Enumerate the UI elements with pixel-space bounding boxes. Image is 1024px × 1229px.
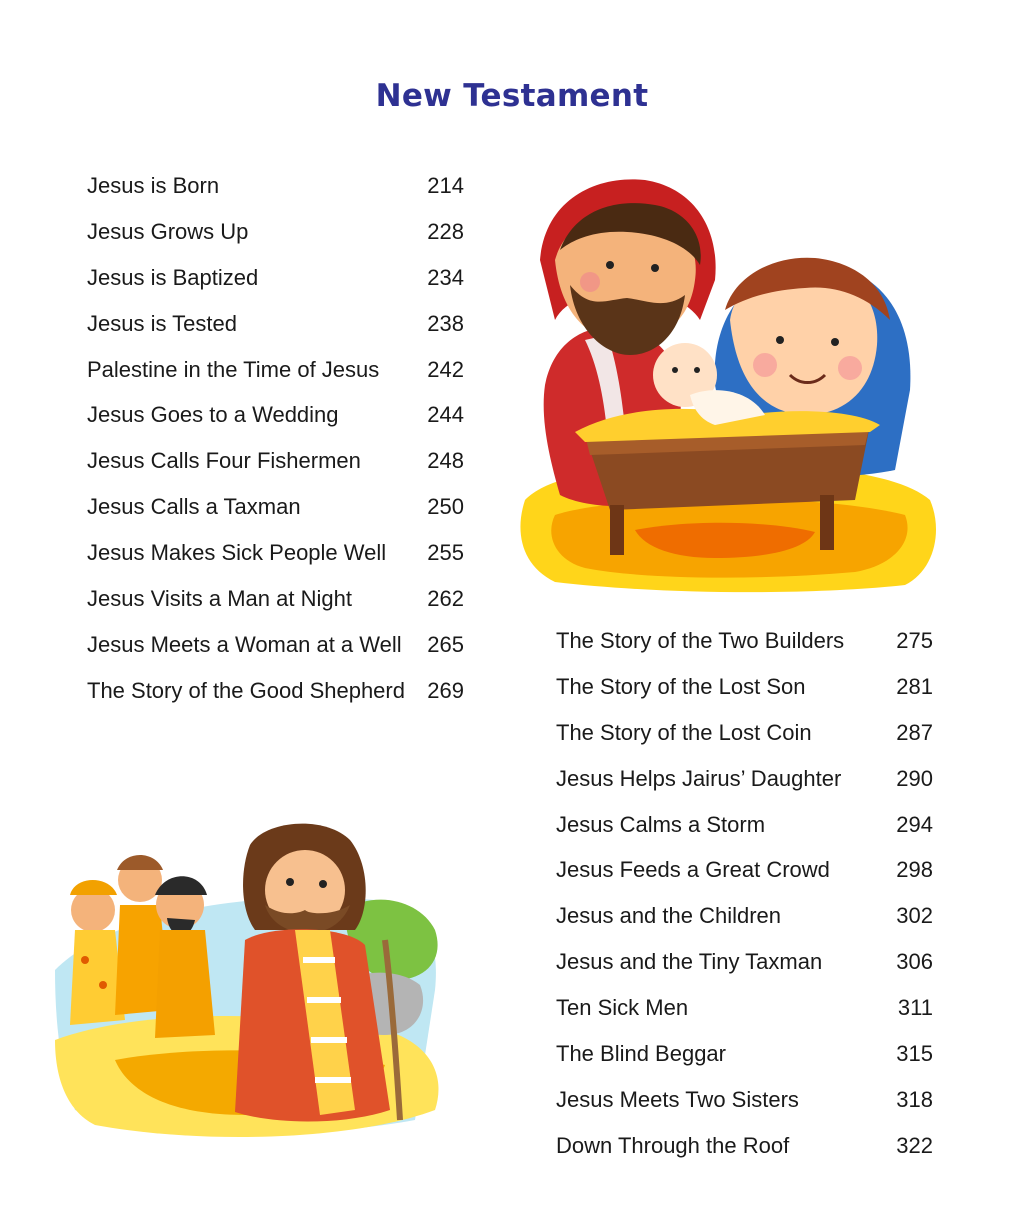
toc-entry-page-number: 262	[427, 586, 464, 612]
toc-entry-page-number: 281	[896, 673, 933, 699]
toc-entry-page-number: 287	[896, 719, 933, 745]
page-title: New Testament	[375, 78, 649, 114]
toc-entry	[87, 401, 464, 447]
toc-entry-title: Jesus Meets a Woman at a Well	[87, 631, 402, 657]
toc-entry-page-number: 244	[427, 402, 464, 428]
toc-entry-title: Jesus is Baptized	[87, 264, 259, 290]
toc-entry-title: The Story of the Two Builders	[556, 628, 845, 653]
toc-entry-page-number: 290	[896, 765, 933, 791]
toc-entry-page-number: 248	[427, 448, 464, 474]
toc-entry	[87, 172, 464, 218]
toc-entry-title: Jesus Helps Jairus’ Daughter	[556, 765, 842, 791]
toc-entry	[87, 677, 464, 723]
toc-entry-page-number: 298	[896, 857, 933, 883]
toc-entry	[556, 1086, 933, 1132]
toc-entry-title: Jesus and the Tiny Taxman	[556, 949, 823, 975]
toc-entry-page-number: 322	[896, 1132, 933, 1158]
toc-entry-page-number: 234	[427, 264, 464, 290]
toc-entry-page-number: 306	[896, 949, 933, 975]
toc-entry-page-number: 238	[427, 310, 464, 336]
toc-entry-title: Jesus Calls Four Fishermen	[87, 448, 361, 474]
toc-entry-title: The Blind Beggar	[556, 1041, 726, 1067]
toc-entry-page-number: 214	[427, 173, 464, 198]
toc-entry-title: The Story of the Lost Son	[556, 673, 806, 699]
toc-entry-title: Palestine in the Time of Jesus	[87, 356, 380, 382]
toc-list-right	[556, 627, 933, 1178]
toc-entry	[87, 310, 464, 356]
toc-entry	[556, 994, 933, 1040]
toc-entry-title: Jesus Goes to a Wedding	[87, 402, 339, 428]
toc-entry	[87, 493, 464, 539]
toc-entry	[556, 948, 933, 994]
toc-entry-page-number: 265	[427, 631, 464, 657]
toc-entry-page-number: 242	[427, 356, 464, 382]
toc-entry-page-number: 311	[897, 995, 933, 1021]
toc-entry	[556, 719, 933, 765]
toc-entry	[87, 218, 464, 264]
toc-entry-title: The Story of the Lost Coin	[556, 719, 812, 745]
toc-entry-page-number: 255	[427, 540, 464, 566]
toc-entry	[87, 631, 464, 677]
toc-entry-page-number: 275	[896, 628, 933, 653]
toc-entry-title: Down Through the Roof	[556, 1132, 790, 1158]
toc-entry	[556, 1040, 933, 1086]
toc-entry	[556, 673, 933, 719]
toc-entry-page-number: 250	[427, 494, 464, 520]
toc-entry-page-number: 269	[427, 677, 464, 703]
nativity-illustration	[515, 170, 945, 595]
toc-entry-title: Jesus Grows Up	[87, 218, 249, 244]
toc-entry-page-number: 318	[896, 1086, 933, 1112]
toc-entry-title: Jesus Calms a Storm	[556, 811, 766, 837]
toc-entry	[87, 585, 464, 631]
toc-entry	[87, 539, 464, 585]
toc-entry	[556, 1132, 933, 1178]
toc-entry-title: Jesus Calls a Taxman	[87, 494, 301, 520]
toc-entry-title: Ten Sick Men	[556, 995, 689, 1021]
toc-entry-page-number: 302	[896, 903, 933, 929]
toc-entry-title: Jesus Meets Two Sisters	[556, 1086, 799, 1112]
toc-entry	[556, 811, 933, 857]
toc-entry-title: Jesus Makes Sick People Well	[87, 540, 387, 566]
toc-entry	[87, 356, 464, 402]
toc-entry-title: Jesus and the Children	[556, 903, 782, 929]
toc-entry	[556, 627, 933, 673]
toc-entry-title: Jesus is Born	[87, 173, 220, 198]
toc-entry-page-number: 294	[896, 811, 933, 837]
toc-entry	[556, 765, 933, 811]
toc-entry-title: Jesus Visits a Man at Night	[87, 586, 352, 612]
toc-entry-title: Jesus is Tested	[87, 310, 238, 336]
toc-entry-title: The Story of the Good Shepherd	[87, 677, 405, 703]
toc-list-left	[87, 172, 464, 723]
toc-entry	[556, 856, 933, 902]
toc-entry	[87, 447, 464, 493]
toc-entry-title: Jesus Feeds a Great Crowd	[556, 857, 830, 883]
toc-entry-page-number: 228	[427, 218, 464, 244]
toc-entry-page-number: 315	[896, 1041, 933, 1067]
disciples-illustration	[55, 820, 445, 1150]
toc-entry	[556, 902, 933, 948]
toc-entry	[87, 264, 464, 310]
